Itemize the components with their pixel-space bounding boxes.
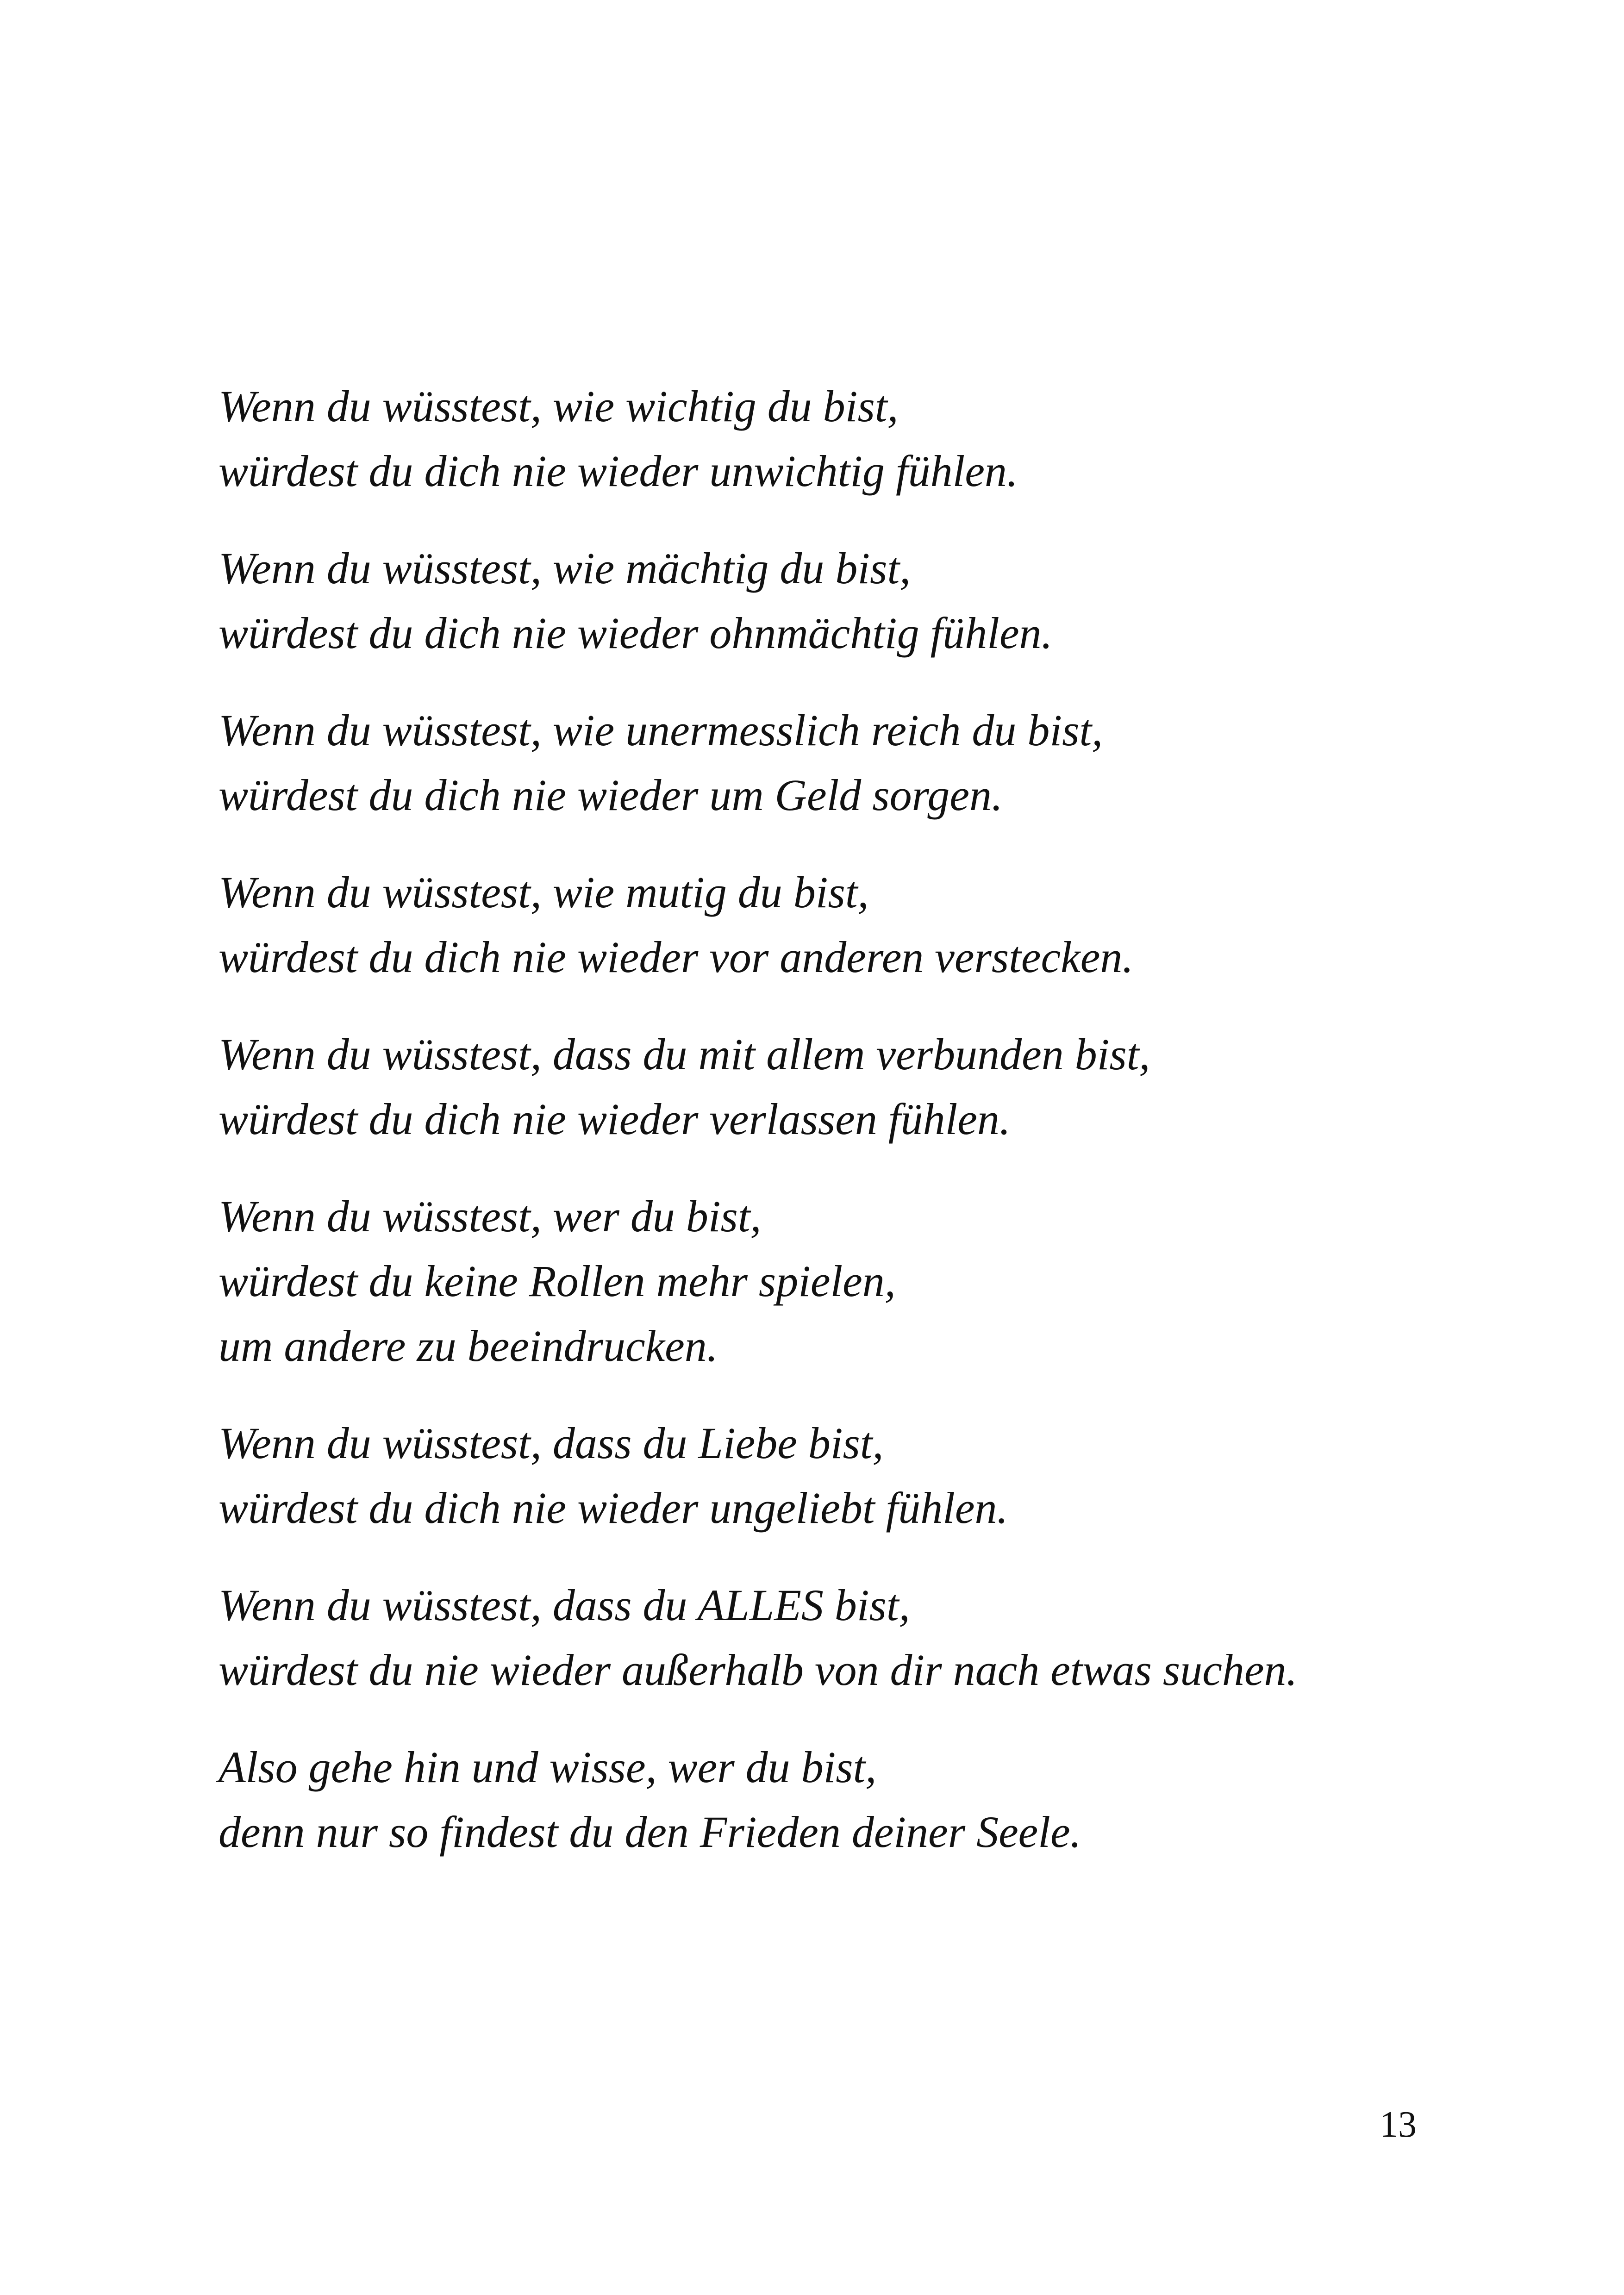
poem-line: Also gehe hin und wisse, wer du bist, <box>219 1742 877 1792</box>
stanza-1 <box>219 374 1468 504</box>
poem-line: Wenn du wüsstest, wie mutig du bist, <box>219 867 869 917</box>
stanza-4 <box>219 860 1468 990</box>
stanza-7 <box>219 1411 1468 1540</box>
stanza-6 <box>219 1184 1468 1378</box>
poem-line: würdest du keine Rollen mehr spielen, <box>219 1256 896 1306</box>
poem-line: würdest du dich nie wieder ohnmächtig fühlen. <box>219 608 1053 658</box>
poem-line: um andere zu beeindrucken. <box>219 1321 718 1371</box>
poem-line: denn nur so findest du den Frieden deiner Seele. <box>219 1807 1081 1857</box>
stanza-3 <box>219 698 1468 828</box>
poem-line: würdest du dich nie wieder vor anderen verstecken. <box>219 932 1134 982</box>
poem <box>219 374 1468 1897</box>
stanza-2 <box>219 536 1468 666</box>
stanza-8 <box>219 1573 1468 1703</box>
stanza-9 <box>219 1735 1468 1865</box>
poem-line: Wenn du wüsstest, wie unermesslich reich du bist, <box>219 705 1103 755</box>
poem-line: würdest du nie wieder außerhalb von dir nach etwas suchen. <box>219 1645 1298 1695</box>
poem-line: würdest du dich nie wieder um Geld sorgen. <box>219 770 1003 820</box>
poem-line: Wenn du wüsstest, wie wichtig du bist, <box>219 381 899 431</box>
poem-line: Wenn du wüsstest, dass du ALLES bist, <box>219 1580 910 1630</box>
poem-line: Wenn du wüsstest, wie mächtig du bist, <box>219 543 911 593</box>
poem-line: Wenn du wüsstest, wer du bist, <box>219 1191 762 1241</box>
poem-line: würdest du dich nie wieder unwichtig fühlen. <box>219 446 1018 496</box>
stanza-5 <box>219 1022 1468 1152</box>
poem-line: würdest du dich nie wieder ungeliebt fühlen. <box>219 1483 1008 1533</box>
page-number: 13 <box>1380 2104 1417 2145</box>
poem-line: Wenn du wüsstest, dass du mit allem verbunden bist, <box>219 1029 1150 1079</box>
poem-line: würdest du dich nie wieder verlassen fühlen. <box>219 1094 1011 1144</box>
poem-line: Wenn du wüsstest, dass du Liebe bist, <box>219 1418 884 1468</box>
